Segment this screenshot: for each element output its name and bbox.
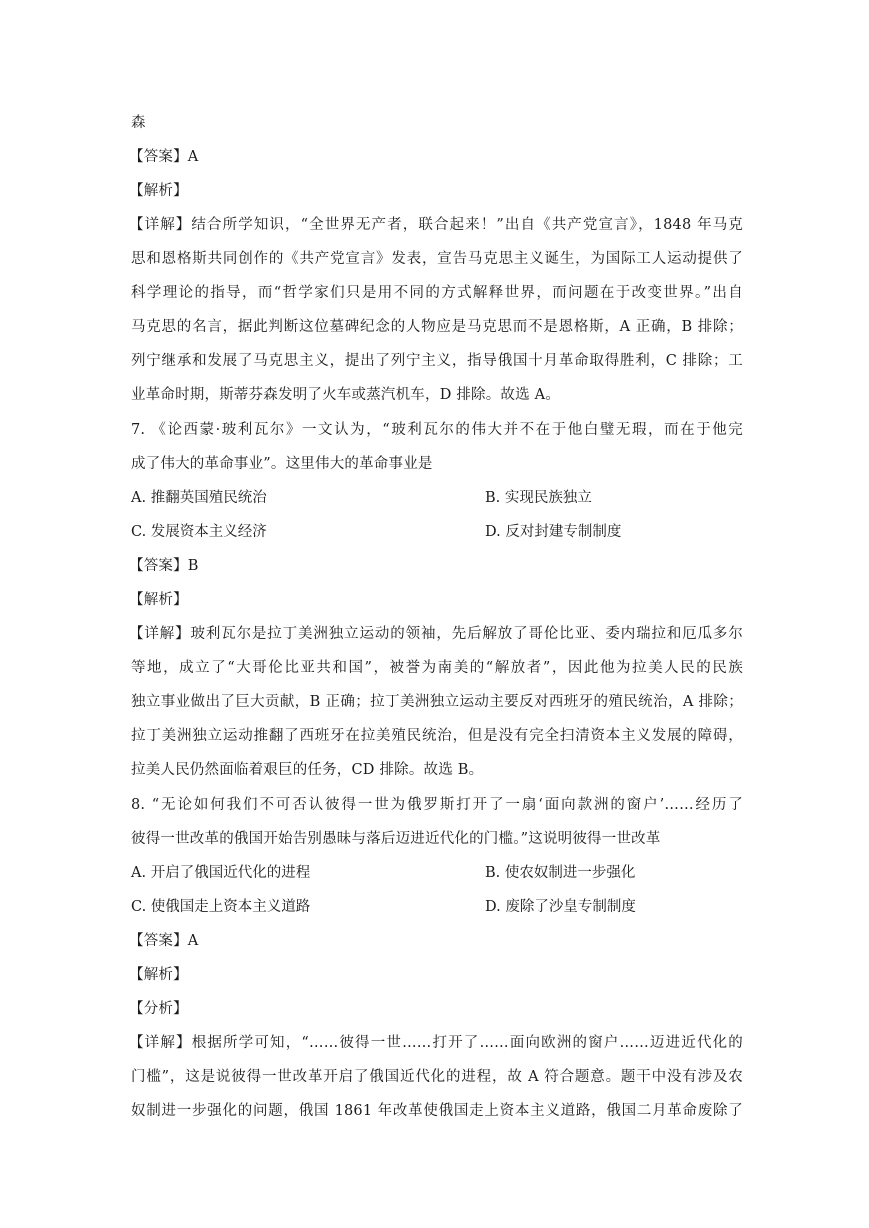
answer-label: 【答案】A [129,149,199,165]
continued-text: 森 [131,115,146,131]
detail-line: 拉丁美洲独立运动推翻了西班牙在拉美殖民统治，但是没有完全扫清资本主义发展的障碍， [131,728,743,744]
question-8-stem: 彼得一世改革的俄国开始告别愚昧与落后迈进近代化的门槛。”这说明彼得一世改革 [131,831,661,847]
q8-option-a: A. 开启了俄国近代化的进程 [131,865,311,881]
q8-option-c: C. 使俄国走上资本主义道路 [131,899,311,915]
detail-line: 【详解】结合所学知识，“全世界无产者，联合起来！”出自《共产党宣言》，1848 年马克 [129,217,743,233]
analysis-label: 【解析】 [129,967,188,983]
detail-line: 思和恩格斯共同创作的《共产党宣言》发表，宣告马克思主义诞生，为国际工人运动提供了 [131,251,743,267]
analysis-label: 【解析】 [129,592,188,608]
detail-line: 等地，成立了“大哥伦比亚共和国”，被誉为南美的“解放者”，因此他为拉美人民的民族 [131,660,743,676]
question-7-stem: 成了伟大的革命事业”。这里伟大的革命事业是 [131,456,433,472]
detail-line: 科学理论的指导，而“哲学家们只是用不同的方式解释世界，而问题在于改变世界。”出自 [131,285,743,301]
detail-line: 奴制进一步强化的问题，俄国 1861 年改革使俄国走上资本主义道路，俄国二月革命废除了 [131,1103,743,1119]
q8-option-d: D. 废除了沙皇专制制度 [485,899,636,915]
q8-option-b: B. 使农奴制进一步强化 [485,865,636,881]
detail-line: 【详解】根据所学可知，“……彼得一世……打开了……面向欧洲的窗户……迈进近代化的 [129,1035,743,1051]
detail-line: 拉美人民仍然面临着艰巨的任务，CD 排除。故选 B。 [131,762,484,778]
q7-option-a: A. 推翻英国殖民统治 [131,490,267,506]
detail-line: 马克思的名言，据此判断这位墓碑纪念的人物应是马克思而不是恩格斯，A 正确，B 排除； [131,319,743,335]
analysis-label: 【解析】 [129,183,188,199]
analyze-label: 【分析】 [129,1001,188,1017]
detail-line: 业革命时期，斯蒂芬森发明了火车或蒸汽机车，D 排除。故选 A。 [131,387,561,403]
detail-line: 【详解】玻利瓦尔是拉丁美洲独立运动的领袖，先后解放了哥伦比亚、委内瑞拉和厄瓜多尔 [129,626,743,642]
question-8-stem: 8. “无论如何我们不可否认彼得一世为俄罗斯打开了一扇‘面向款洲的窗户’……经历了 [131,797,743,813]
detail-line: 门槛”，这是说彼得一世改革开启了俄国近代化的进程，故 A 符合题意。题干中没有涉及农 [131,1069,743,1085]
detail-line: 独立事业做出了巨大贡献，B 正确；拉丁美洲独立运动主要反对西班牙的殖民统治，A 排除； [131,694,743,710]
q7-option-c: C. 发展资本主义经济 [131,524,267,540]
answer-label: 【答案】A [129,933,199,949]
question-7-stem: 7. 《论西蒙·玻利瓦尔》一文认为，“玻利瓦尔的伟大并不在于他白璧无瑕，而在于他完 [131,422,743,438]
q7-option-b: B. 实现民族独立 [485,490,592,506]
detail-line: 列宁继承和发展了马克思主义，提出了列宁主义，指导俄国十月革命取得胜利，C 排除；工 [131,353,743,369]
q7-option-d: D. 反对封建专制制度 [485,524,622,540]
answer-label: 【答案】B [129,558,199,574]
